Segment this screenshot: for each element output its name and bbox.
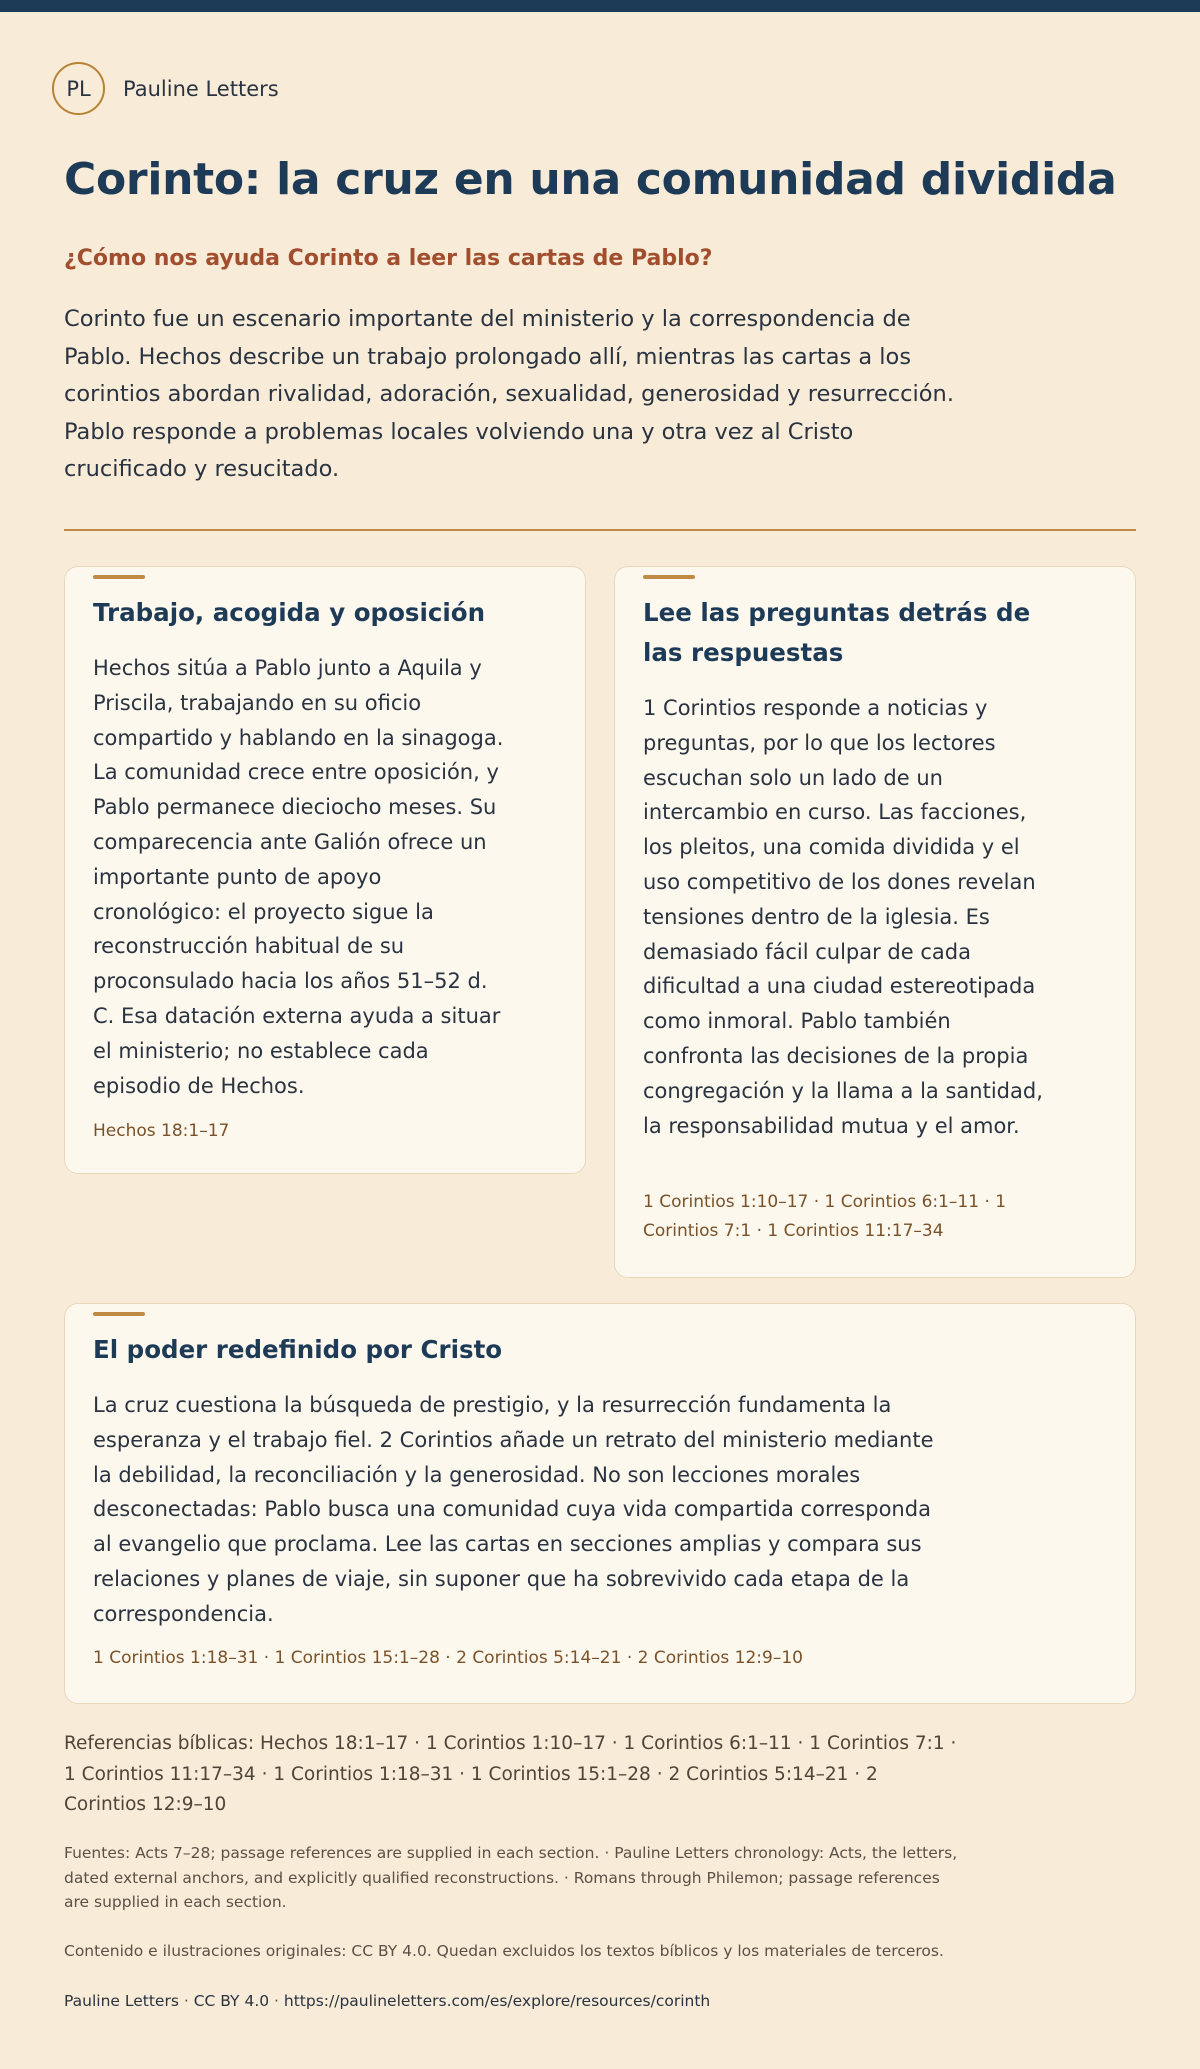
footer-license[interactable]: CC BY 4.0: [193, 1992, 270, 2010]
intro-paragraph: Corinto fue un escenario importante del ministerio y la correspondencia de Pablo. Hechos describe un trabajo prolongado allí, mientras las cartas a los corintios abordan rivalidad, adoración, sexualidad, generosidad y resurrección. Pablo responde a problemas locales volviendo una y otra vez al Cristo crucificado y resucitado.: [64, 306, 954, 482]
page-subtitle: ¿Cómo nos ayuda Corinto a leer las cartas de Pablo?: [64, 246, 713, 271]
footer: [64, 1989, 1064, 2013]
card-references: 1 Corintios 1:10–17 · 1 Corintios 6:1–11 · 1 Corintios 7:1 · 1 Corintios 11:17–34: [643, 1192, 1007, 1241]
brand-name[interactable]: Pauline Letters: [123, 76, 279, 101]
footer-separator: ·: [178, 1992, 194, 2010]
card-work-welcome-opposition: [64, 566, 586, 1174]
license-note: Contenido e ilustraciones originales: CC BY 4.0. Quedan excluidos los textos bíblicos y los materiales de terceros.: [64, 1942, 944, 1960]
card-body: 1 Corintios responde a noticias y preguntas, por lo que los lectores escuchan solo un lado de un intercambio en curso. Las facciones, los pleitos, una comida dividida y el uso competitivo de los dones revelan tensiones dentro de la iglesia. Es demasiado fácil culpar de cada dificultad a una ciudad estereotipada como inmoral. Pablo también confronta las decisiones de la propia congregación y la llama a la santidad, la responsabilidad mutua y el amor.: [643, 696, 1043, 1138]
card-references: Hechos 18:1–17: [93, 1121, 230, 1141]
page-title: Corinto: la cruz en una comunidad dividida: [64, 154, 1117, 205]
sources-note: Fuentes: Acts 7–28; passage references are supplied in each section. · Pauline Letters chronology: Acts, the letters, dated external anchors, and explicitly qualified reconstructions. · Romans through Philemon; passage references are supplied in each section.: [64, 1844, 958, 1911]
card-body: La cruz cuestiona la búsqueda de prestigio, y la resurrección fundamenta la esperanza y el trabajo fiel. 2 Corintios añade un retrato del ministerio mediante la debilidad, la reconciliación y la generosidad. No son lecciones morales desconectadas: Pablo busca una comunidad cuya vida compartida corresponda al evangelio que proclama. Lee las cartas en secciones amplias y compara sus relaciones y planes de viaje, sin suponer que ha sobrevivido cada etapa de la correspondencia.: [93, 1393, 934, 1626]
card-power-redefined: [64, 1303, 1136, 1704]
footer-separator: ·: [269, 1992, 284, 2010]
brand[interactable]: [52, 62, 279, 115]
section-divider: [64, 529, 1136, 531]
footer-url-link[interactable]: https://paulineletters.com/es/explore/resources/corinth: [283, 1992, 711, 2010]
scripture-references: Referencias bíblicas: Hechos 18:1–17 · 1 Corintios 1:10–17 · 1 Corintios 6:1–11 · 1 Corintios 7:1 · 1 Corintios 11:17–34 · 1 Corintios 1:18–31 · 1 Corintios 15:1–28 · 2 Corintios 5:14–21 · 2 Corintios 12:9–10: [64, 1733, 957, 1815]
card-accent-bar: [93, 1312, 145, 1316]
card-body: Hechos sitúa a Pablo junto a Aquila y Priscila, trabajando en su oficio compartido y hablando en la sinagoga. La comunidad crece entre oposición, y Pablo permanece dieciocho meses. Su comparecencia ante Galión ofrece un importante punto de apoyo cronológico: el proyecto sigue la reconstrucción habitual de su proconsulado hacia los años 51–52 d. C. Esa datación externa ayuda a situar el ministerio; no establece cada episodio de Hechos.: [93, 656, 504, 1098]
footer-site-name[interactable]: Pauline Letters: [64, 1992, 179, 2010]
card-references: 1 Corintios 1:18–31 · 1 Corintios 15:1–28 · 2 Corintios 5:14–21 · 2 Corintios 12:9–10: [93, 1648, 803, 1668]
card-accent-bar: [643, 575, 695, 579]
card-title: Lee las preguntas detrás de las respuestas: [643, 598, 1031, 667]
card-questions-behind-answers: [614, 566, 1136, 1278]
top-bar: [0, 0, 1200, 12]
card-title: Trabajo, acogida y oposición: [93, 598, 486, 627]
brand-logo[interactable]: PL: [52, 62, 105, 115]
card-title: El poder redefinido por Cristo: [93, 1335, 503, 1364]
card-accent-bar: [93, 575, 145, 579]
